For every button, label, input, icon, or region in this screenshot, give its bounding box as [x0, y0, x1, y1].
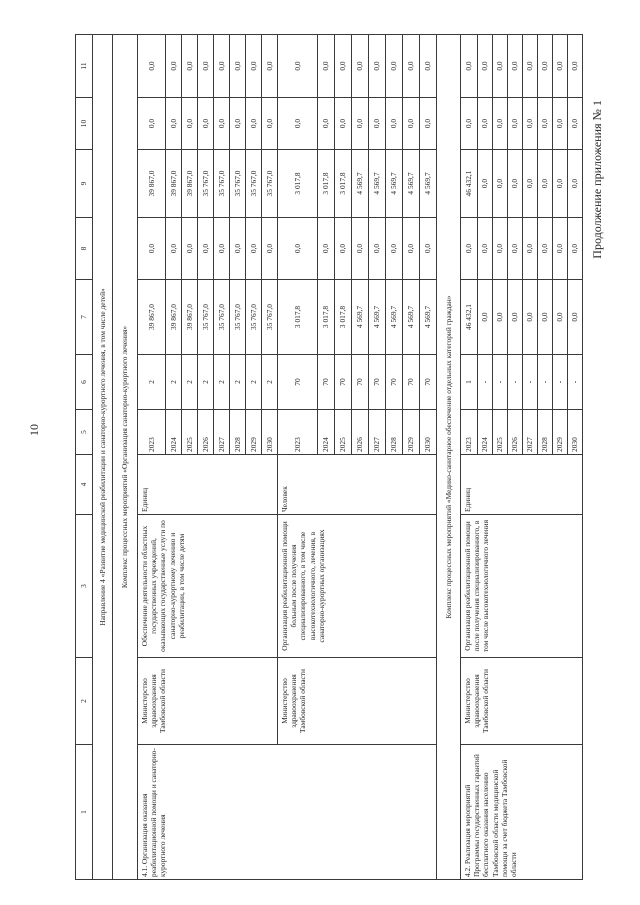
amount-cell: 0,0 — [369, 98, 386, 150]
quantity-cell: 2 — [246, 355, 262, 410]
amount-cell: 0,0 — [538, 280, 553, 355]
amount-cell: 0,0 — [478, 98, 493, 150]
amount-cell: 0,0 — [369, 218, 386, 280]
column-number: 11 — [76, 35, 93, 98]
amount-cell: 3 017,8 — [335, 280, 352, 355]
amount-cell: 0,0 — [246, 35, 262, 98]
amount-cell: 0,0 — [461, 98, 478, 150]
table-row — [461, 35, 478, 880]
amount-cell: 0,0 — [461, 35, 478, 98]
year-cell: 2024 — [318, 410, 335, 455]
amount-cell: 0,0 — [318, 35, 335, 98]
quantity-cell: 2 — [198, 355, 214, 410]
amount-cell: 0,0 — [461, 218, 478, 280]
year-cell: 2029 — [246, 410, 262, 455]
year-cell: 2026 — [352, 410, 369, 455]
amount-cell: 0,0 — [568, 150, 583, 218]
measures-table-body — [113, 35, 583, 880]
amount-cell: 4 569,7 — [352, 150, 369, 218]
amount-cell: 0,0 — [352, 218, 369, 280]
year-cell: 2024 — [478, 410, 493, 455]
column-number: 7 — [76, 280, 93, 355]
amount-cell: 0,0 — [335, 35, 352, 98]
amount-cell: 0,0 — [138, 35, 166, 98]
amount-cell: 3 017,8 — [278, 150, 318, 218]
year-cell: 2029 — [553, 410, 568, 455]
amount-cell: 0,0 — [138, 218, 166, 280]
quantity-cell: 70 — [278, 355, 318, 410]
amount-cell: 0,0 — [182, 218, 198, 280]
column-number: 8 — [76, 218, 93, 280]
amount-cell: 0,0 — [553, 150, 568, 218]
amount-cell: 0,0 — [478, 218, 493, 280]
amount-cell: 0,0 — [568, 280, 583, 355]
year-cell: 2024 — [166, 410, 182, 455]
quantity-cell: - — [508, 355, 523, 410]
amount-cell: 39 867,0 — [182, 150, 198, 218]
quantity-cell: - — [523, 355, 538, 410]
column-number: 3 — [76, 515, 93, 658]
quantity-cell: 70 — [369, 355, 386, 410]
measure-name: 4.2. Реализация мероприятий Программы государственных гарантий бесплатного оказания населению Тамбовской области медицинской помощи за счет бюджета Тамбовской области — [461, 745, 583, 880]
amount-cell: 4 569,7 — [420, 280, 437, 355]
column-number: 1 — [76, 745, 93, 880]
amount-cell: 35 767,0 — [230, 150, 246, 218]
amount-cell: 4 569,7 — [420, 150, 437, 218]
unit-of-measure: Человек — [278, 455, 437, 515]
year-cell: 2027 — [214, 410, 230, 455]
amount-cell: 46 432,1 — [461, 280, 478, 355]
quantity-cell: 2 — [262, 355, 278, 410]
amount-cell: 35 767,0 — [246, 150, 262, 218]
amount-cell: 0,0 — [386, 98, 403, 150]
amount-cell: 0,0 — [403, 35, 420, 98]
year-cell: 2028 — [230, 410, 246, 455]
year-cell: 2025 — [182, 410, 198, 455]
amount-cell: 0,0 — [386, 218, 403, 280]
amount-cell: 3 017,8 — [335, 150, 352, 218]
amount-cell: 0,0 — [214, 35, 230, 98]
responsible-executor: Министерство здравоохранения Тамбовской области — [278, 658, 437, 745]
amount-cell: 0,0 — [278, 218, 318, 280]
column-number: 10 — [76, 98, 93, 150]
complex-title: Комплекс процессных мероприятий «Медико-санитарное обеспечение отдельных категорий граждан» — [437, 35, 461, 880]
column-number: 6 — [76, 355, 93, 410]
quantity-cell: - — [478, 355, 493, 410]
amount-cell: 0,0 — [568, 35, 583, 98]
quantity-cell: 70 — [335, 355, 352, 410]
amount-cell: 3 017,8 — [278, 280, 318, 355]
amount-cell: 0,0 — [553, 280, 568, 355]
amount-cell: 0,0 — [278, 98, 318, 150]
amount-cell: 0,0 — [335, 98, 352, 150]
amount-cell: 0,0 — [166, 98, 182, 150]
amount-cell: 0,0 — [166, 35, 182, 98]
quantity-cell: - — [493, 355, 508, 410]
amount-cell: 0,0 — [230, 98, 246, 150]
amount-cell: 0,0 — [478, 150, 493, 218]
amount-cell: 4 569,7 — [403, 280, 420, 355]
year-cell: 2023 — [138, 410, 166, 455]
column-number: 9 — [76, 150, 93, 218]
table-row — [138, 35, 166, 880]
amount-cell: 0,0 — [508, 98, 523, 150]
amount-cell: 4 569,7 — [369, 280, 386, 355]
complex-title: Комплекс процессных мероприятий «Организация санаторно-курортного лечения» — [113, 35, 138, 880]
amount-cell: 0,0 — [493, 150, 508, 218]
amount-cell: 0,0 — [523, 280, 538, 355]
amount-cell: 4 569,7 — [386, 150, 403, 218]
amount-cell: 0,0 — [508, 280, 523, 355]
amount-cell: 39 867,0 — [166, 150, 182, 218]
result-description: Организация реабилитационной помощи больным после получения специализированного, в том числе высокотехнологичного, лечения, в санаторно-курортных организациях — [278, 515, 437, 658]
year-cell: 2026 — [198, 410, 214, 455]
amount-cell: 4 569,7 — [386, 280, 403, 355]
year-cell: 2023 — [461, 410, 478, 455]
year-cell: 2025 — [493, 410, 508, 455]
amount-cell: 0,0 — [568, 218, 583, 280]
responsible-executor: Министерство здравоохранения Тамбовской области — [461, 658, 583, 745]
amount-cell: 0,0 — [508, 35, 523, 98]
amount-cell: 0,0 — [553, 218, 568, 280]
amount-cell: 0,0 — [386, 35, 403, 98]
amount-cell: 0,0 — [230, 218, 246, 280]
quantity-cell: - — [568, 355, 583, 410]
amount-cell: 4 569,7 — [352, 280, 369, 355]
amount-cell: 0,0 — [230, 35, 246, 98]
amount-cell: 0,0 — [138, 98, 166, 150]
amount-cell: 0,0 — [318, 98, 335, 150]
year-cell: 2025 — [335, 410, 352, 455]
year-cell: 2023 — [278, 410, 318, 455]
amount-cell: 0,0 — [403, 98, 420, 150]
amount-cell: 39 867,0 — [166, 280, 182, 355]
quantity-cell: 70 — [420, 355, 437, 410]
amount-cell: 0,0 — [262, 218, 278, 280]
amount-cell: 0,0 — [214, 218, 230, 280]
column-number: 2 — [76, 658, 93, 745]
amount-cell: 35 767,0 — [198, 150, 214, 218]
quantity-cell: 70 — [403, 355, 420, 410]
complex-row — [113, 35, 138, 880]
amount-cell: 0,0 — [198, 98, 214, 150]
amount-cell: 0,0 — [478, 280, 493, 355]
result-description: Обеспечение деятельности областных государственных учреждений, оказывающих государственные услуги по санаторно-курортному лечению и реабилитации, в том числе детям — [138, 515, 278, 658]
amount-cell: 0,0 — [493, 35, 508, 98]
amount-cell: 0,0 — [335, 218, 352, 280]
quantity-cell: 70 — [318, 355, 335, 410]
amount-cell: 0,0 — [166, 218, 182, 280]
amount-cell: 0,0 — [278, 35, 318, 98]
amount-cell: 0,0 — [352, 35, 369, 98]
year-cell: 2029 — [403, 410, 420, 455]
responsible-executor: Министерство здравоохранения Тамбовской области — [138, 658, 278, 745]
amount-cell: 0,0 — [420, 98, 437, 150]
amount-cell: 0,0 — [493, 218, 508, 280]
complex-row — [437, 35, 461, 880]
quantity-cell: 70 — [352, 355, 369, 410]
amount-cell: 0,0 — [352, 98, 369, 150]
amount-cell: 0,0 — [538, 218, 553, 280]
amount-cell: 0,0 — [214, 98, 230, 150]
amount-cell: 39 867,0 — [182, 280, 198, 355]
unit-of-measure: Единиц — [461, 455, 583, 515]
year-cell: 2028 — [538, 410, 553, 455]
quantity-cell: 2 — [166, 355, 182, 410]
amount-cell: 4 569,7 — [369, 150, 386, 218]
page-number: 10 — [27, 424, 41, 436]
quantity-cell: - — [538, 355, 553, 410]
amount-cell: 0,0 — [262, 98, 278, 150]
amount-cell: 46 432,1 — [461, 150, 478, 218]
continuation-title: Продолжение приложения № 1 — [590, 100, 604, 259]
year-cell: 2027 — [369, 410, 386, 455]
unit-of-measure: Единиц — [138, 455, 278, 515]
year-cell: 2030 — [420, 410, 437, 455]
amount-cell: 0,0 — [478, 35, 493, 98]
amount-cell: 0,0 — [523, 35, 538, 98]
amount-cell: 3 017,8 — [318, 150, 335, 218]
amount-cell: 0,0 — [553, 98, 568, 150]
quantity-cell: - — [553, 355, 568, 410]
amount-cell: 0,0 — [198, 218, 214, 280]
amount-cell: 0,0 — [538, 150, 553, 218]
amount-cell: 0,0 — [420, 35, 437, 98]
amount-cell: 0,0 — [508, 150, 523, 218]
amount-cell: 39 867,0 — [138, 150, 166, 218]
year-cell: 2026 — [508, 410, 523, 455]
amount-cell: 0,0 — [538, 35, 553, 98]
result-description: Организация реабилитационной помощи после получения специализированного, в том числе высокотехнологичного лечения — [461, 515, 583, 658]
amount-cell: 0,0 — [182, 35, 198, 98]
direction-row — [93, 35, 113, 880]
column-number: 5 — [76, 410, 93, 455]
amount-cell: 0,0 — [182, 98, 198, 150]
amount-cell: 35 767,0 — [214, 150, 230, 218]
column-number: 4 — [76, 455, 93, 515]
amount-cell: 0,0 — [246, 218, 262, 280]
amount-cell: 0,0 — [523, 150, 538, 218]
amount-cell: 39 867,0 — [138, 280, 166, 355]
amount-cell: 35 767,0 — [246, 280, 262, 355]
amount-cell: 0,0 — [246, 98, 262, 150]
amount-cell: 0,0 — [369, 35, 386, 98]
amount-cell: 4 569,7 — [403, 150, 420, 218]
quantity-cell: 2 — [214, 355, 230, 410]
quantity-cell: 2 — [230, 355, 246, 410]
quantity-cell: 70 — [386, 355, 403, 410]
amount-cell: 0,0 — [493, 280, 508, 355]
amount-cell: 0,0 — [508, 218, 523, 280]
amount-cell: 0,0 — [523, 98, 538, 150]
amount-cell: 0,0 — [553, 35, 568, 98]
year-cell: 2027 — [523, 410, 538, 455]
measures-table — [75, 34, 583, 880]
amount-cell: 35 767,0 — [214, 280, 230, 355]
amount-cell: 0,0 — [493, 98, 508, 150]
amount-cell: 0,0 — [523, 218, 538, 280]
amount-cell: 0,0 — [318, 218, 335, 280]
amount-cell: 0,0 — [568, 98, 583, 150]
amount-cell: 35 767,0 — [262, 280, 278, 355]
column-number-row — [76, 35, 93, 880]
quantity-cell: 2 — [182, 355, 198, 410]
amount-cell: 0,0 — [538, 98, 553, 150]
quantity-cell: 2 — [138, 355, 166, 410]
amount-cell: 35 767,0 — [262, 150, 278, 218]
amount-cell: 0,0 — [403, 218, 420, 280]
quantity-cell: 1 — [461, 355, 478, 410]
measure-name: 4.1. Организация оказания реабилитационной помощи и санаторно-курортного лечения — [138, 745, 437, 880]
amount-cell: 0,0 — [262, 35, 278, 98]
amount-cell: 0,0 — [420, 218, 437, 280]
year-cell: 2030 — [262, 410, 278, 455]
amount-cell: 35 767,0 — [198, 280, 214, 355]
amount-cell: 0,0 — [198, 35, 214, 98]
year-cell: 2030 — [568, 410, 583, 455]
amount-cell: 3 017,8 — [318, 280, 335, 355]
direction-title: Направление 4 «Развитие медицинской реабилитации и санаторно-курортного лечения, в том числе детей» — [93, 35, 113, 880]
amount-cell: 35 767,0 — [230, 280, 246, 355]
year-cell: 2028 — [386, 410, 403, 455]
